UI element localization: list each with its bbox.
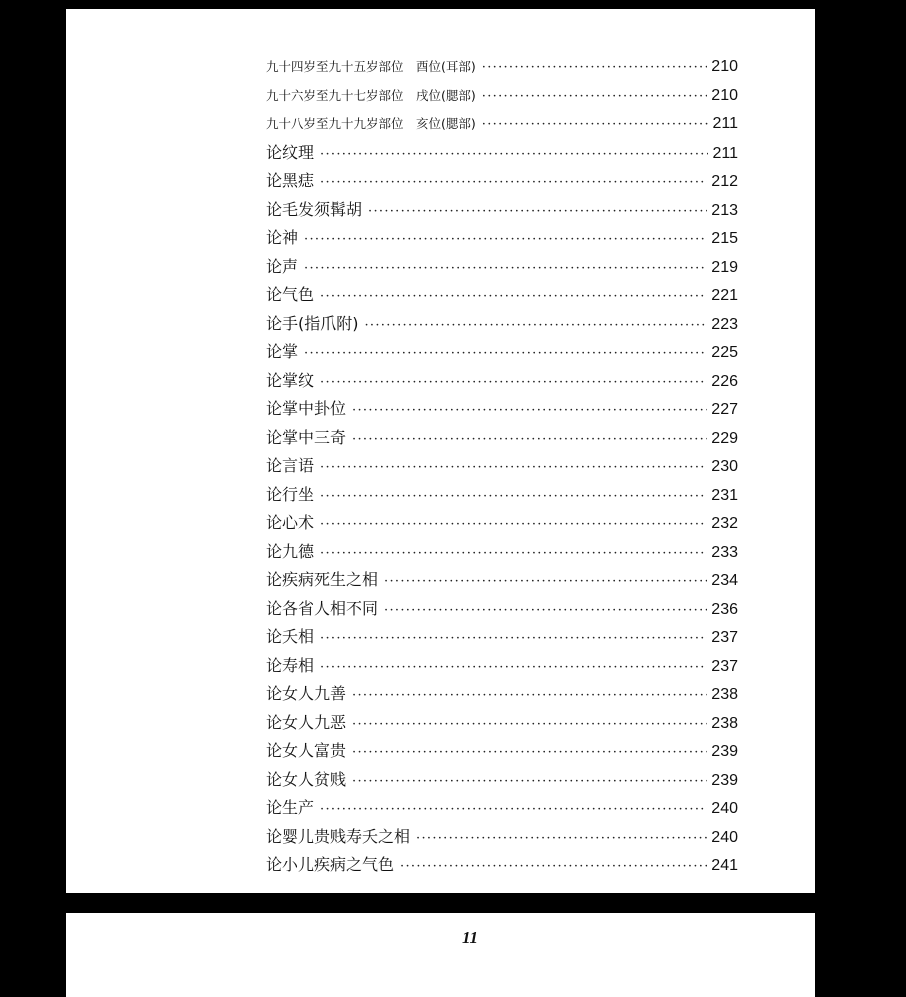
toc-entry-title: 论婴儿贵贱寿夭之相 <box>266 826 411 846</box>
toc-entry-page: 238 <box>711 686 738 703</box>
dot-leader <box>352 711 707 740</box>
dot-leader <box>320 654 707 683</box>
toc-entry-title: 九十四岁至九十五岁部位 酉位(耳部) <box>266 59 476 74</box>
toc-entry-title: 论神 <box>266 228 299 247</box>
toc-entry-page: 215 <box>711 230 738 247</box>
toc-entry <box>266 566 738 595</box>
dot-leader <box>352 739 707 768</box>
toc-entry <box>266 851 738 880</box>
dot-leader <box>368 198 707 227</box>
toc-entry-title: 论女人贫贱 <box>266 769 347 789</box>
toc-entry-page: 233 <box>711 543 738 561</box>
toc-entry <box>266 538 738 567</box>
table-of-contents <box>266 53 738 880</box>
toc-entry-title: 论夭相 <box>266 627 315 646</box>
toc-entry <box>266 424 738 453</box>
toc-entry <box>266 680 738 709</box>
toc-entry <box>266 595 738 624</box>
dot-leader <box>320 796 707 825</box>
toc-entry <box>266 253 738 282</box>
toc-entry <box>266 196 738 225</box>
toc-entry <box>266 794 738 823</box>
dot-leader <box>384 568 707 597</box>
toc-entry-page: 238 <box>711 714 738 732</box>
toc-entry-title: 论生产 <box>266 798 315 817</box>
toc-entry-title: 论疾病死生之相 <box>266 570 379 589</box>
toc-entry-title: 论声 <box>266 256 299 276</box>
toc-entry-page: 212 <box>711 173 738 190</box>
toc-entry <box>266 823 738 852</box>
toc-entry-title: 论行坐 <box>266 484 315 504</box>
toc-entry-page: 226 <box>711 372 738 390</box>
dot-leader <box>352 768 707 797</box>
scan-edge-left <box>0 0 66 997</box>
toc-entry <box>266 310 738 339</box>
toc-entry <box>266 224 738 253</box>
dot-leader <box>400 853 707 882</box>
toc-entry <box>266 338 738 367</box>
page-number: 11 <box>461 928 479 947</box>
toc-entry-title: 论掌中卦位 <box>266 399 347 418</box>
toc-entry-page: 234 <box>711 572 738 589</box>
toc-entry-page: 232 <box>711 515 738 532</box>
toc-entry <box>266 709 738 738</box>
dot-leader <box>304 340 707 369</box>
toc-entry-title: 论气色 <box>266 285 315 304</box>
toc-entry <box>266 367 738 396</box>
toc-entry-page: 237 <box>711 629 738 646</box>
toc-entry-title: 论毛发须髯胡 <box>266 199 363 219</box>
toc-entry <box>266 737 738 766</box>
toc-entry <box>266 82 738 111</box>
toc-entry-page: 210 <box>711 86 738 104</box>
toc-entry-title: 论黑痣 <box>266 171 315 190</box>
toc-entry-page: 239 <box>711 771 738 789</box>
toc-entry-title: 九十六岁至九十七岁部位 戌位(腮部) <box>266 87 476 103</box>
toc-entry-title: 论寿相 <box>266 655 315 675</box>
dot-leader <box>482 111 709 140</box>
toc-entry-title: 论掌纹 <box>266 370 315 390</box>
toc-entry-page: 227 <box>711 401 738 418</box>
toc-entry <box>266 481 738 510</box>
dot-leader <box>320 283 707 312</box>
toc-entry <box>266 110 738 139</box>
toc-entry <box>266 53 738 82</box>
toc-entry-page: 221 <box>711 287 738 304</box>
toc-entry-title: 论掌 <box>266 342 299 361</box>
dot-leader <box>482 83 708 112</box>
dot-leader <box>352 397 707 426</box>
toc-entry <box>266 167 738 196</box>
dot-leader <box>320 511 707 540</box>
toc-entry-page: 240 <box>711 828 738 846</box>
dot-leader <box>365 312 708 341</box>
dot-leader <box>320 483 707 512</box>
toc-entry-title: 论掌中三奇 <box>266 427 347 447</box>
toc-entry-title: 论纹理 <box>266 142 315 162</box>
toc-entry-title: 论言语 <box>266 456 315 475</box>
dot-leader <box>304 226 707 255</box>
toc-entry-page: 213 <box>711 201 738 219</box>
toc-entry-page: 225 <box>711 344 738 361</box>
toc-entry <box>266 652 738 681</box>
toc-entry-page: 211 <box>712 144 738 162</box>
toc-entry <box>266 452 738 481</box>
toc-entry-page: 231 <box>711 486 738 504</box>
toc-entry-page: 223 <box>711 315 738 333</box>
toc-entry-page: 210 <box>711 58 738 75</box>
toc-entry-title: 论女人九善 <box>266 684 347 703</box>
toc-entry <box>266 766 738 795</box>
toc-entry-page: 241 <box>711 857 738 874</box>
toc-entry-page: 239 <box>711 743 738 760</box>
toc-entry-title: 论手(指爪附) <box>266 313 359 333</box>
dot-leader <box>384 597 707 626</box>
dot-leader <box>320 540 707 569</box>
dot-leader <box>320 454 707 483</box>
toc-entry <box>266 139 738 168</box>
dot-leader <box>320 369 707 398</box>
toc-entry-title: 论女人富贵 <box>266 741 347 760</box>
toc-entry <box>266 623 738 652</box>
toc-entry-title: 论各省人相不同 <box>266 598 379 618</box>
toc-entry-page: 211 <box>712 115 738 132</box>
toc-entry-page: 237 <box>711 657 738 675</box>
toc-entry-title: 论小儿疾病之气色 <box>266 855 395 874</box>
bottom-border <box>66 893 815 913</box>
toc-entry-page: 240 <box>711 800 738 817</box>
toc-entry-page: 236 <box>711 600 738 618</box>
toc-entry-page: 229 <box>711 429 738 447</box>
toc-entry <box>266 509 738 538</box>
toc-entry-title: 论九德 <box>266 541 315 561</box>
scan-edge-right <box>815 0 906 997</box>
toc-entry-page: 230 <box>711 458 738 475</box>
dot-leader <box>352 682 707 711</box>
dot-leader <box>482 54 708 83</box>
dot-leader <box>304 255 707 284</box>
top-border <box>66 0 815 9</box>
toc-entry-title: 论女人九恶 <box>266 712 347 732</box>
dot-leader <box>416 825 707 854</box>
dot-leader <box>320 141 708 170</box>
dot-leader <box>320 625 707 654</box>
toc-entry <box>266 281 738 310</box>
toc-entry-title: 九十八岁至九十九岁部位 亥位(腮部) <box>266 116 476 131</box>
toc-entry-title: 论心术 <box>266 513 315 532</box>
dot-leader <box>320 169 707 198</box>
toc-entry-page: 219 <box>711 258 738 276</box>
toc-entry <box>266 395 738 424</box>
dot-leader <box>352 426 707 455</box>
